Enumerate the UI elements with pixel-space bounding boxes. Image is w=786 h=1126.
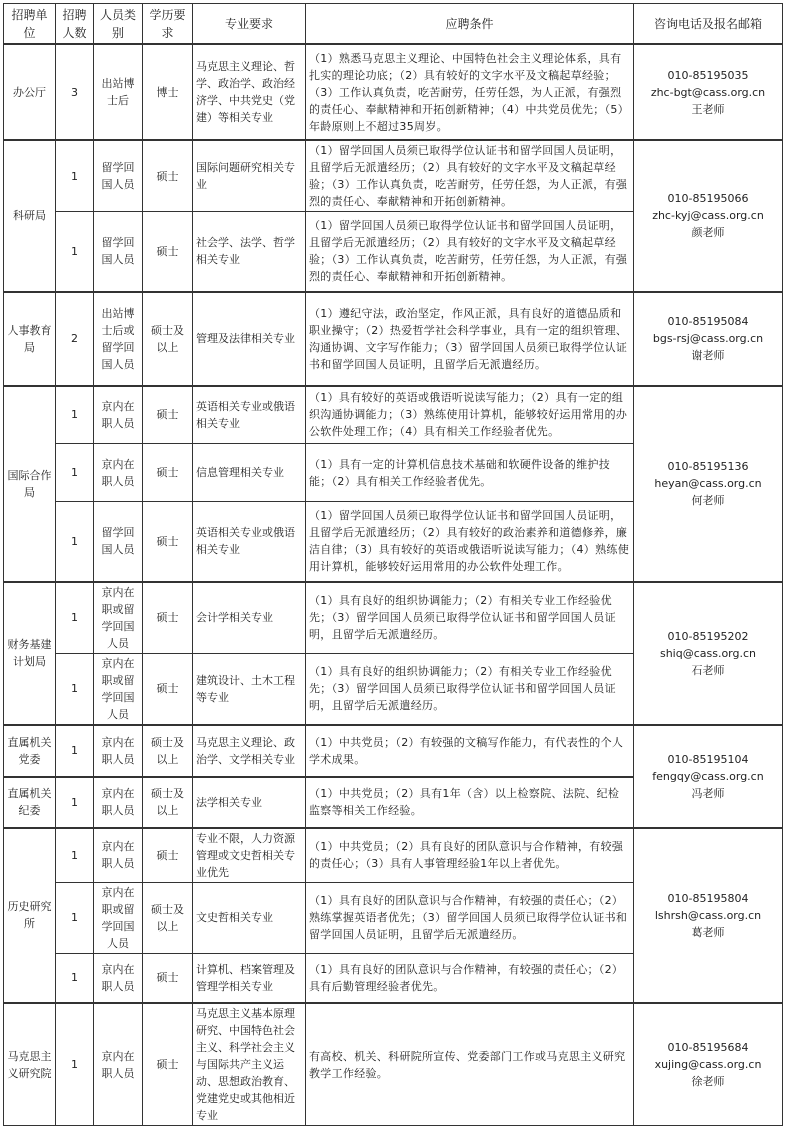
application-conditions: （1）留学回国人员须已取得学位认证书和留学回国人员证明，且留学后无派遣经历；（2）具有较好的政治素养和道德修养，廉洁自律；（3）具有较好的英语或俄语听说读写能力；（4）熟练使用计算机，能够较好运用常用的办公软件处理工作。 [306,502,634,582]
table-row [4,582,783,654]
header-edu: 学历要求 [143,4,193,45]
application-conditions: （1）留学回国人员须已取得学位认证书和留学回国人员证明，且留学后无派遣经历；（2）具有较好的文字水平及文稿起草经验；（3）工作认真负责，吃苦耐劳，任劳任怨，为人正派，有强烈的责任心、奉献精神和开拓创新精神。 [306,212,634,292]
contact-person: 葛老师 [691,925,725,939]
major-requirement: 专业不限，人力资源管理或文史哲相关专业优先 [193,828,306,883]
education-requirement: 硕士 [143,212,193,292]
contact-person: 谢老师 [691,349,725,362]
application-conditions: （1）中共党员；（2）有较强的文稿写作能力，有代表性的个人学术成果。 [306,725,634,777]
contact-phone: 010-85195136 [667,460,749,473]
education-requirement: 硕士 [143,953,193,1003]
position-count: 1 [56,828,94,883]
application-conditions: （1）留学回国人员须已取得学位认证书和留学回国人员证明，且留学后无派遣经历；（2）具有较好的文字水平及文稿起草经验；（3）工作认真负责，吃苦耐劳，任劳任怨，为人正派，有强烈的责任心、奉献精神和开拓创新精神。 [306,140,634,212]
contact-email[interactable]: bgs-rsj@cass.org.cn [652,332,764,345]
position-count: 1 [56,653,94,725]
table-row [4,1003,783,1126]
contact-email[interactable]: heyan@cass.org.cn [654,477,762,490]
contact-info [634,44,783,140]
table-row [4,292,783,386]
contact-info [634,292,783,386]
application-conditions: 有高校、机关、科研院所宣传、党委部门工作或马克思主义研究教学工作经验。 [306,1003,634,1126]
education-requirement: 硕士及以上 [143,292,193,386]
unit-name: 直属机关党委 [4,725,56,777]
application-conditions: （1）具有良好的组织协调能力；（2）有相关专业工作经验优先；（3）留学回国人员须已取得学位认证书和留学回国人员证明，且留学后无派遣经历。 [306,582,634,654]
contact-email[interactable]: lshrsh@cass.org.cn [654,908,762,922]
application-conditions: （1）具有一定的计算机信息技术基础和软硬件设备的维护技能；（2）具有相关工作经验者优先。 [306,444,634,502]
position-type: 京内在职人员 [94,386,143,444]
contact-phone: 010-85195804 [667,891,749,905]
position-type: 京内在职人员 [94,953,143,1003]
position-count: 2 [56,292,94,386]
position-count: 3 [56,44,94,140]
education-requirement: 硕士 [143,1003,193,1126]
major-requirement: 会计学相关专业 [193,582,306,654]
position-count: 1 [56,386,94,444]
header-contact: 咨询电话及报名邮箱 [634,4,783,45]
contact-info [634,140,783,292]
education-requirement: 硕士 [143,828,193,883]
position-count: 1 [56,212,94,292]
contact-person: 王老师 [691,102,725,116]
contact-email[interactable]: xujing@cass.org.cn [654,1058,762,1071]
major-requirement: 英语相关专业或俄语相关专业 [193,386,306,444]
contact-email[interactable]: zhc-kyj@cass.org.cn [652,209,764,223]
major-requirement: 社会学、法学、哲学相关专业 [193,212,306,292]
major-requirement: 国际问题研究相关专业 [193,140,306,212]
position-count: 1 [56,444,94,502]
education-requirement: 硕士及以上 [143,777,193,828]
position-type: 京内在职人员 [94,1003,143,1126]
contact-info [634,725,783,828]
position-type: 出站博士后 [94,44,143,140]
application-conditions: （1）具有良好的团队意识与合作精神，有较强的责任心；（2）熟练掌握英语者优先；（3）留学回国人员须已取得学位认证书和留学回国人员证明，且留学后无派遣经历。 [306,882,634,953]
major-requirement: 马克思主义理论、政治学、文学相关专业 [193,725,306,777]
header-type: 人员类别 [94,4,143,45]
major-requirement: 信息管理相关专业 [193,444,306,502]
position-type: 留学回国人员 [94,212,143,292]
major-requirement: 建筑设计、土木工程等专业 [193,653,306,725]
contact-phone: 010-85195684 [667,1041,749,1054]
contact-person: 颜老师 [691,226,725,240]
recruitment-table [3,3,783,1126]
unit-name: 马克思主义研究院 [4,1003,56,1126]
table-row [4,828,783,883]
contact-person: 冯老师 [691,786,725,800]
position-count: 1 [56,725,94,777]
education-requirement: 硕士 [143,386,193,444]
education-requirement: 硕士及以上 [143,725,193,777]
contact-person: 徐老师 [691,1075,725,1088]
contact-email[interactable]: zhc-bgt@cass.org.cn [650,85,766,99]
position-count: 1 [56,582,94,654]
application-conditions: （1）中共党员；（2）具有1年（含）以上检察院、法院、纪检监察等相关工作经验。 [306,777,634,828]
education-requirement: 硕士 [143,502,193,582]
major-requirement: 马克思主义理论、哲学、政治学、政治经济学、中共党史（党建）等相关专业 [193,44,306,140]
position-type: 京内在职人员 [94,725,143,777]
position-type: 留学回国人员 [94,502,143,582]
application-conditions: （1）具有良好的团队意识与合作精神，有较强的责任心；（2）具有后勤管理经验者优先。 [306,953,634,1003]
contact-phone: 010-85195084 [667,315,749,328]
table-body [4,44,783,1126]
table-row [4,44,783,140]
contact-email[interactable]: fengqy@cass.org.cn [652,769,764,783]
major-requirement: 英语相关专业或俄语相关专业 [193,502,306,582]
education-requirement: 硕士 [143,582,193,654]
contact-info [634,386,783,582]
unit-name: 直属机关纪委 [4,777,56,828]
contact-phone: 010-85195202 [667,629,749,643]
position-count: 1 [56,502,94,582]
unit-name: 办公厅 [4,44,56,140]
major-requirement: 计算机、档案管理及管理学相关专业 [193,953,306,1003]
contact-person: 石老师 [691,663,725,677]
position-type: 留学回国人员 [94,140,143,212]
education-requirement: 博士 [143,44,193,140]
education-requirement: 硕士 [143,653,193,725]
application-conditions: （1）遵纪守法，政治坚定，作风正派，具有良好的道德品质和职业操守；（2）热爱哲学社会科学事业，具有一定的组织管理、沟通协调、文字写作能力；（3）留学回国人员须已取得学位认证书和留学回国人员证明，且留学后无派遣经历。 [306,292,634,386]
position-type: 京内在职人员 [94,777,143,828]
contact-info [634,828,783,1004]
position-count: 1 [56,777,94,828]
major-requirement: 马克思主义基本原理研究、中国特色社会主义、科学社会主义与国际共产主义运动、思想政治教育、党建党史或其他相近专业 [193,1003,306,1126]
application-conditions: （1）具有良好的组织协调能力；（2）有相关专业工作经验优先；（3）留学回国人员须已取得学位认证书和留学回国人员证明，且留学后无派遣经历。 [306,653,634,725]
header-count: 招聘人数 [56,4,94,45]
position-type: 京内在职人员 [94,828,143,883]
major-requirement: 管理及法律相关专业 [193,292,306,386]
unit-name: 科研局 [4,140,56,292]
position-count: 1 [56,1003,94,1126]
header-conditions: 应聘条件 [306,4,634,45]
contact-phone: 010-85195104 [667,752,749,766]
major-requirement: 法学相关专业 [193,777,306,828]
contact-info [634,1003,783,1126]
unit-name: 财务基建计划局 [4,582,56,725]
application-conditions: （1）熟悉马克思主义理论、中国特色社会主义理论体系，具有扎实的理论功底；（2）具有较好的文字水平及文稿起草经验；（3）工作认真负责，吃苦耐劳，任劳任怨，为人正派，有强烈的责任心、奉献精神和开拓创新精神；（4）中共党员优先；（5）年龄原则上不超过35周岁。 [306,44,634,140]
application-conditions: （1）具有较好的英语或俄语听说读写能力；（2）具有一定的组织沟通协调能力；（3）熟练使用计算机，能够较好运用常用的办公软件处理工作；（4）具有相关工作经验者优先。 [306,386,634,444]
contact-phone: 010-85195035 [667,68,749,82]
position-type: 京内在职或留学回国人员 [94,653,143,725]
position-count: 1 [56,953,94,1003]
table-row [4,140,783,212]
contact-info [634,582,783,725]
table-row [4,725,783,777]
major-requirement: 文史哲相关专业 [193,882,306,953]
unit-name: 人事教育局 [4,292,56,386]
table-row [4,386,783,444]
contact-person: 何老师 [691,494,725,507]
header-row [4,4,783,45]
contact-email[interactable]: shiq@cass.org.cn [659,646,757,660]
contact-phone: 010-85195066 [667,192,749,206]
education-requirement: 硕士 [143,140,193,212]
position-count: 1 [56,140,94,212]
position-type: 京内在职或留学回国人员 [94,582,143,654]
education-requirement: 硕士 [143,444,193,502]
education-requirement: 硕士及以上 [143,882,193,953]
unit-name: 历史研究所 [4,828,56,1004]
application-conditions: （1）中共党员；（2）具有良好的团队意识与合作精神，有较强的责任心；（3）具有人事管理经验1年以上者优先。 [306,828,634,883]
unit-name: 国际合作局 [4,386,56,582]
position-type: 京内在职人员 [94,444,143,502]
position-type: 出站博士后或留学回国人员 [94,292,143,386]
position-type: 京内在职或留学回国人员 [94,882,143,953]
header-major: 专业要求 [193,4,306,45]
position-count: 1 [56,882,94,953]
header-unit: 招聘单位 [4,4,56,45]
